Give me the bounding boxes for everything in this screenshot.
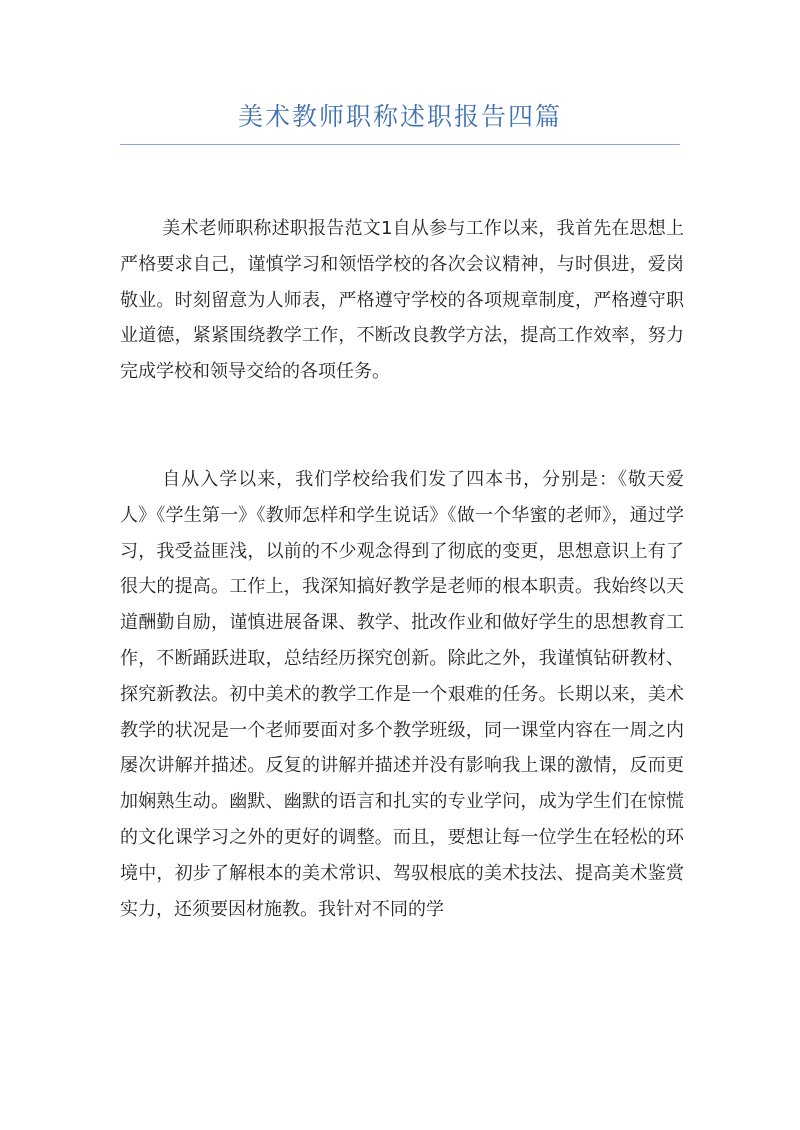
title-divider [120,144,680,145]
document-title: 美术教师职称述职报告四篇 [237,102,562,131]
paragraph-2: 自从入学以来，我们学校给我们发了四本书，分别是：《敬天爱人》《学生第一》《教师怎样和学生说话》《做一个华蜜的老师》，通过学习，我受益匪浅，以前的不少观念得到了彻底的变更，思想意识上有了很大的提高。工作上，我深知搞好教学是老师的根本职责。我始终以天道酬勤自励，谨慎进展备课、教学、批改作业和做好学生的思想教育工作，不断踊跃进取，总结经历探究创新。除此之外，我谨慎钻研教材、探究新教法。初中美术的教学工作是一个艰难的任务。长期以来，美术教学的状况是一个老师要面对多个教学班级，同一课堂内容在一周之内屡次讲解并描述。反复的讲解并描述并没有影响我上课的激情，反而更加娴熟生动。幽默、幽默的语言和扎实的专业学问，成为学生们在惊慌的文化课学习之外的更好的调整。而且，要想让每一位学生在轻松的环境中，初步了解根本的美术常识、驾驭根底的美术技法、提高美术鉴赏实力，还须要因材施教。我针对不同的学 [120,469,684,920]
paragraph-1: 美术老师职称述职报告范文1自从参与工作以来，我首先在思想上严格要求自己，谨慎学习和领悟学校的各次会议精神，与时俱进，爱岗敬业。时刻留意为人师表，严格遵守学校的各项规章制度，严格遵守职业道德，紧紧围绕教学工作，不断改良教学方法，提高工作效率，努力完成学校和领导交给的各项任务。 [120,218,684,383]
